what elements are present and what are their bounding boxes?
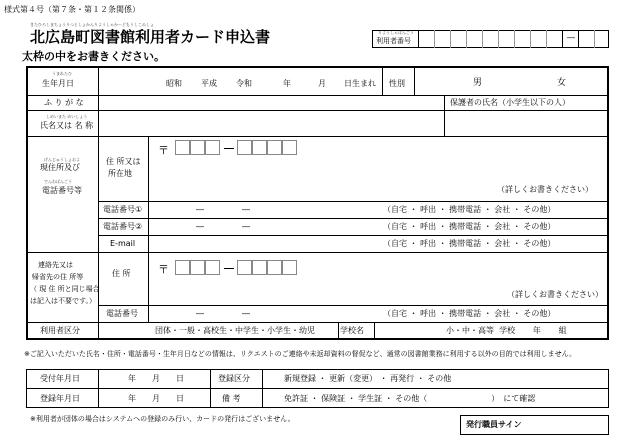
postal-digit-5[interactable] — [252, 140, 267, 155]
phone2-dash-2: ― — [242, 222, 250, 231]
category-label: 利用者区分 — [40, 326, 80, 335]
contact-phone-dash-1: ― — [196, 309, 204, 318]
phone2-dash-1: ― — [196, 222, 204, 231]
postal-mark: 〒 — [158, 144, 169, 157]
contact-address-label: 住 所 — [112, 269, 131, 278]
furigana-label: ふ り が な — [44, 98, 84, 107]
address-ruby-2: でんわばんごう — [44, 179, 72, 184]
birth-label: 生年月日 — [42, 79, 74, 88]
remarks-label: 備 考 — [222, 394, 241, 403]
name-ruby: しめいまた めいしょう — [46, 114, 88, 119]
name-label: 氏名又は 名 称 — [40, 121, 94, 130]
email-options[interactable]: （自宅 ・ 呼出 ・ 携帯電話 ・ 会社 ・ その他） — [383, 239, 556, 248]
address-ruby-1: げんじゅうしょおよ — [44, 157, 80, 162]
sex-female[interactable]: 女 — [557, 78, 567, 88]
contact-label-4: は記入は不要です。） — [30, 297, 96, 305]
category-options[interactable]: 団体・一般・高校生・中学生・小学生・幼児 — [155, 326, 315, 335]
registered-date-ymd[interactable]: 年 月 日 — [128, 394, 184, 403]
era-reiwa[interactable]: 令和 — [236, 79, 252, 88]
instruction-text: 太枠の中をお書きください。 — [22, 50, 165, 63]
contact-label-2: 帰省先の住 所等 — [32, 273, 84, 281]
phone1-dash-2: ― — [242, 205, 250, 214]
contact-postal-digit-2[interactable] — [190, 260, 205, 275]
address-detail-note: （詳しくお書きください） — [497, 185, 593, 194]
contact-phone-label: 電話番号 — [106, 309, 138, 318]
era-showa[interactable]: 昭和 — [166, 79, 182, 88]
phone2-options[interactable]: （自宅 ・ 呼出 ・ 携帯電話 ・ 会社 ・ その他） — [383, 222, 556, 231]
address-block-label-1: 現住所及び — [40, 163, 80, 172]
birth-year-unit: 年 — [283, 79, 291, 88]
contact-phone-options[interactable]: （自宅 ・ 呼出 ・ 携帯電話 ・ 会社 ・ その他） — [383, 309, 556, 318]
contact-detail-note: （詳しくお書きください） — [507, 290, 603, 299]
postal-digit-4[interactable] — [237, 140, 252, 155]
school-grade: 小・中・高等 学校 年 組 — [446, 326, 567, 335]
contact-postal-digit-3[interactable] — [205, 260, 220, 275]
remarks-options[interactable]: 免許証 ・ 保険証 ・ 学生証 ・ その他（ ） にて確認 — [284, 394, 536, 403]
contact-postal-digit-5[interactable] — [252, 260, 267, 275]
contact-postal-digit-4[interactable] — [237, 260, 252, 275]
user-number-ruby: りようしゃばんごう — [378, 30, 414, 35]
phone2-label: 電話番号② — [103, 222, 143, 231]
postal-digit-7[interactable] — [282, 140, 297, 155]
group-note: ※利用者が団体の場合はシステムへの登録のみ行い、カードの発行はございません。 — [30, 415, 295, 423]
postal-digit-2[interactable] — [190, 140, 205, 155]
staff-sign-label: 発行職員サイン — [466, 420, 522, 429]
guardian-label: 保護者の氏名（小学生以下の人） — [450, 98, 570, 107]
address-label-1: 住 所又は — [106, 157, 141, 166]
registration-category-options[interactable]: 新規登録 ・ 更新（変更） ・ 再発行 ・ その他 — [284, 374, 452, 383]
birth-day-unit: 日生まれ — [344, 79, 376, 88]
postal-digit-3[interactable] — [205, 140, 220, 155]
received-date-label: 受付年月日 — [40, 374, 80, 383]
phone1-dash-1: ― — [196, 205, 204, 214]
contact-label-1: 連絡先又は — [38, 261, 73, 269]
birth-month-unit: 月 — [318, 79, 326, 88]
title-ruby: きたひろしまちょうりつとしょかんりようしゃかーどもうしこみしょ — [30, 22, 154, 27]
address-label-2: 所在地 — [108, 169, 132, 178]
birth-ruby: うまれたひ — [52, 71, 72, 76]
email-input[interactable] — [150, 237, 380, 251]
registered-date-label: 登録年月日 — [40, 394, 80, 403]
contact-label-3: （ 現 住 所と同じ場合 — [30, 285, 100, 293]
contact-postal-digit-1[interactable] — [175, 260, 190, 275]
contact-postal-digit-7[interactable] — [282, 260, 297, 275]
phone1-options[interactable]: （自宅 ・ 呼出 ・ 携帯電話 ・ 会社 ・ その他） — [383, 205, 556, 214]
school-label: 学校名 — [340, 326, 364, 335]
registration-category-label: 登録区分 — [218, 374, 250, 383]
contact-postal-mark: 〒 — [158, 263, 169, 276]
sex-label: 性別 — [389, 79, 405, 88]
received-date-ymd[interactable]: 年 月 日 — [128, 374, 184, 383]
contact-postal-digit-6[interactable] — [267, 260, 282, 275]
page-title: 北広島町図書館利用者カード申込書 — [30, 28, 271, 46]
era-heisei[interactable]: 平成 — [201, 79, 217, 88]
user-number-dash: ― — [567, 33, 575, 42]
postal-digit-6[interactable] — [267, 140, 282, 155]
email-label: E-mail — [110, 239, 136, 248]
form-number: 様式第４号（第７条・第１２条関係） — [4, 5, 140, 14]
name-input[interactable] — [100, 112, 440, 134]
user-number-label: 利用者番号 — [376, 37, 411, 45]
privacy-notice: ※ご記入いただいた氏名・住所・電話番号・生年月日などの情報は、リクエストのご連絡や未返却資料の督促など、通常の図書館業務に利用する以外の目的では利用しません。 — [24, 350, 577, 358]
phone1-label: 電話番号① — [103, 205, 143, 214]
address-block-label-2: 電話番号等 — [42, 186, 82, 195]
contact-phone-dash-2: ― — [242, 309, 250, 318]
sex-male[interactable]: 男 — [473, 78, 483, 88]
postal-digit-1[interactable] — [175, 140, 190, 155]
